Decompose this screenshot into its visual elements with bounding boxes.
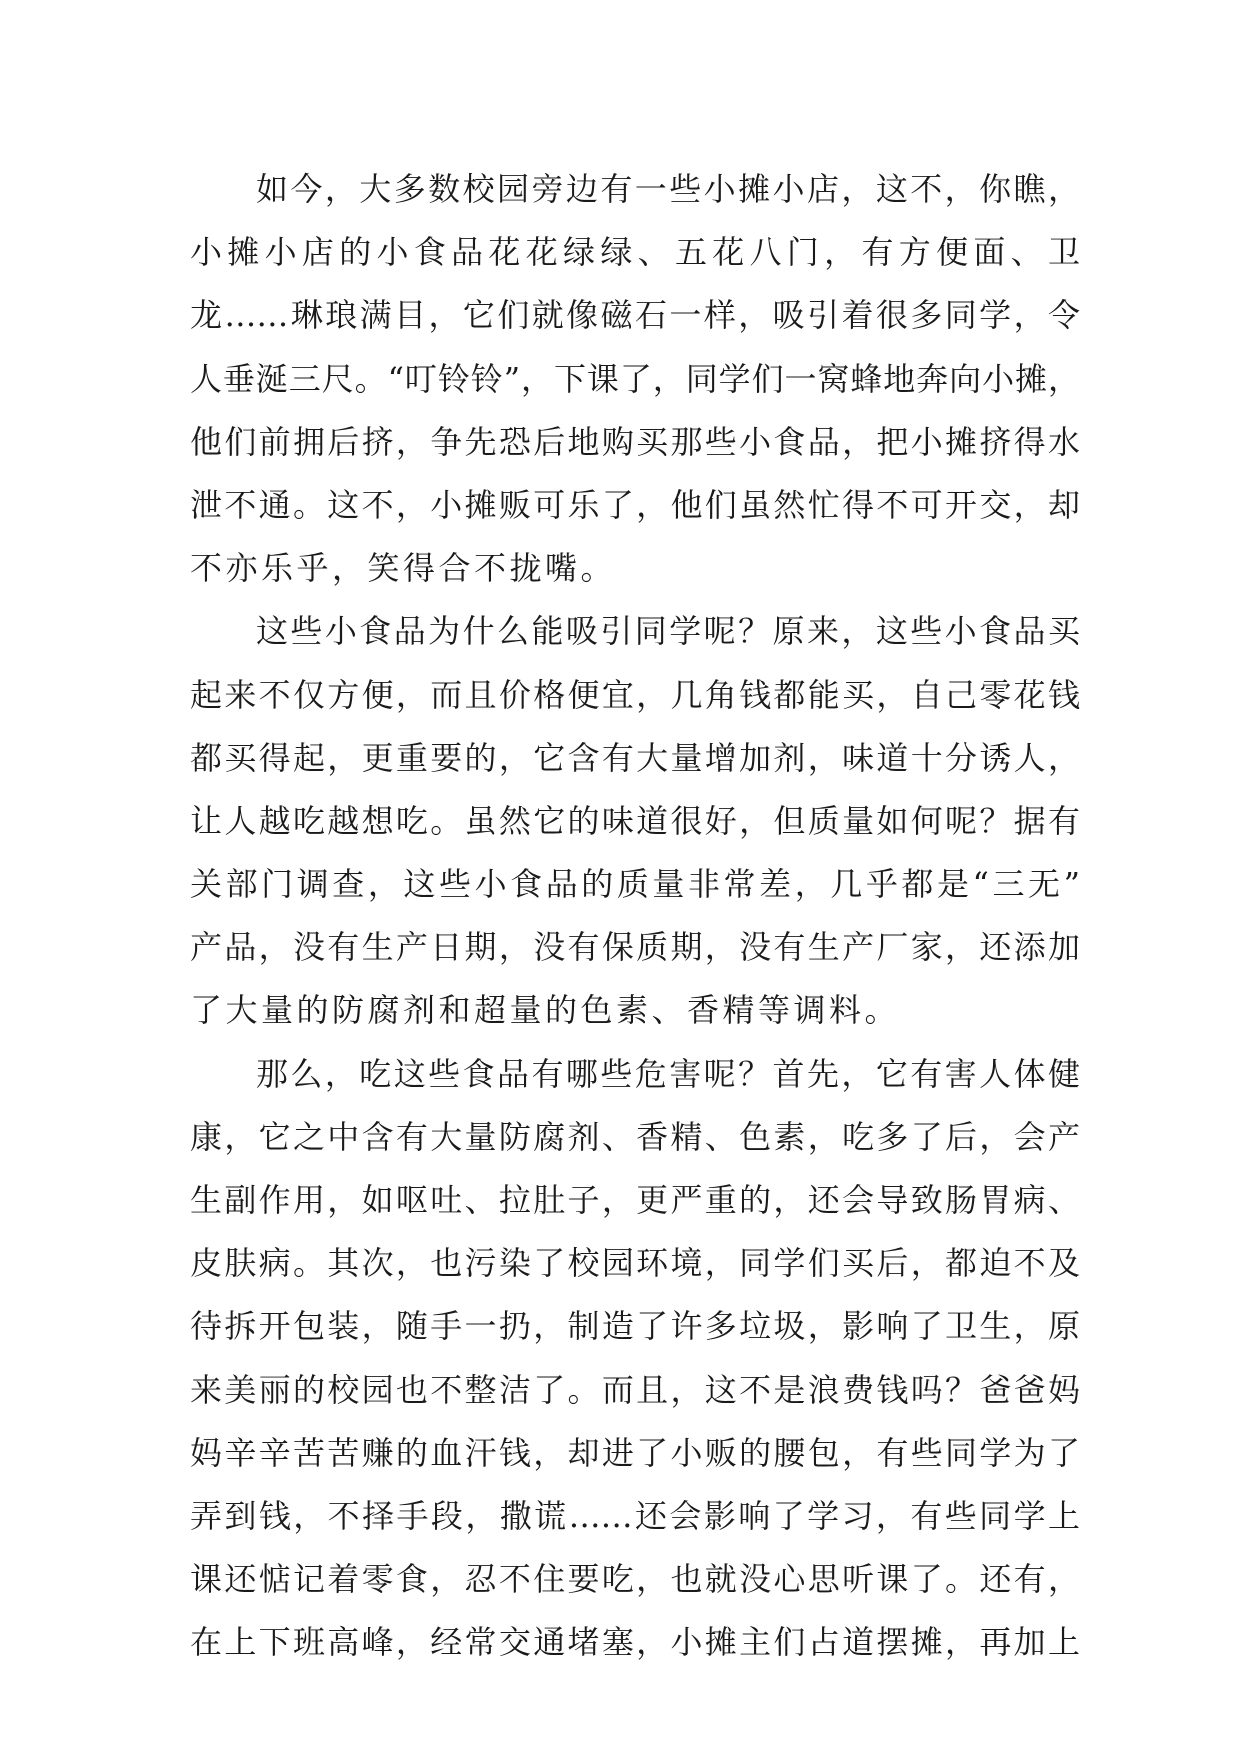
text-line: 人垂涎三尺。“叮铃铃”，下课了，同学们一窝蜂地奔向小摊， <box>190 359 1080 398</box>
text-line: 龙……琳琅满目，它们就像磁石一样，吸引着很多同学，令 <box>190 296 1080 335</box>
text-line: 泄不通。这不，小摊贩可乐了，他们虽然忙得不可开交，却 <box>190 485 1080 524</box>
text-line: 待拆开包装，随手一扔，制造了许多垃圾，影响了卫生，原 <box>190 1307 1080 1346</box>
text-line: 不亦乐乎，笑得合不拢嘴。 <box>190 549 617 588</box>
text-line: 他们前拥后挤，争先恐后地购买那些小食品，把小摊挤得水 <box>190 422 1080 461</box>
text-line: 如今，大多数校园旁边有一些小摊小店，这不，你瞧， <box>256 170 1080 208</box>
text-line: 那么，吃这些食品有哪些危害呢？首先，它有害人体健 <box>256 1054 1080 1093</box>
text-line: 妈辛辛苦苦赚的血汗钱，却进了小贩的腰包，有些同学为了 <box>190 1433 1080 1472</box>
text-line: 让人越吃越想吃。虽然它的味道很好，但质量如何呢？据有 <box>190 801 1080 840</box>
text-line: 皮肤病。其次，也污染了校园环境，同学们买后，都迫不及 <box>190 1244 1080 1283</box>
text-line: 了大量的防腐剂和超量的色素、香精等调料。 <box>190 991 901 1030</box>
text-line: 生副作用，如呕吐、拉肚子，更严重的，还会导致肠胃病、 <box>190 1181 1080 1219</box>
text-line: 产品，没有生产日期，没有保质期，没有生产厂家，还添加 <box>190 928 1080 967</box>
text-line: 关部门调查，这些小食品的质量非常差，几乎都是“三无” <box>190 865 1080 904</box>
text-line: 弄到钱，不择手段，撒谎……还会影响了学习，有些同学上 <box>190 1496 1080 1535</box>
text-line: 康，它之中含有大量防腐剂、香精、色素，吃多了后，会产 <box>190 1117 1080 1156</box>
text-line: 在上下班高峰，经常交通堵塞，小摊主们占道摆摊，再加上 <box>190 1623 1080 1662</box>
article-body <box>190 158 1080 1675</box>
text-line: 都买得起，更重要的，它含有大量增加剂，味道十分诱人， <box>190 738 1080 777</box>
text-line: 小摊小店的小食品花花绿绿、五花八门，有方便面、卫 <box>190 233 1080 272</box>
text-line: 来美丽的校园也不整洁了。而且，这不是浪费钱吗？爸爸妈 <box>190 1370 1080 1409</box>
text-line: 这些小食品为什么能吸引同学呢？原来，这些小食品买 <box>256 612 1080 651</box>
text-line: 课还惦记着零食，忍不住要吃，也就没心思听课了。还有， <box>190 1560 1080 1599</box>
text-line: 起来不仅方便，而且价格便宜，几角钱都能买，自己零花钱 <box>190 675 1080 714</box>
